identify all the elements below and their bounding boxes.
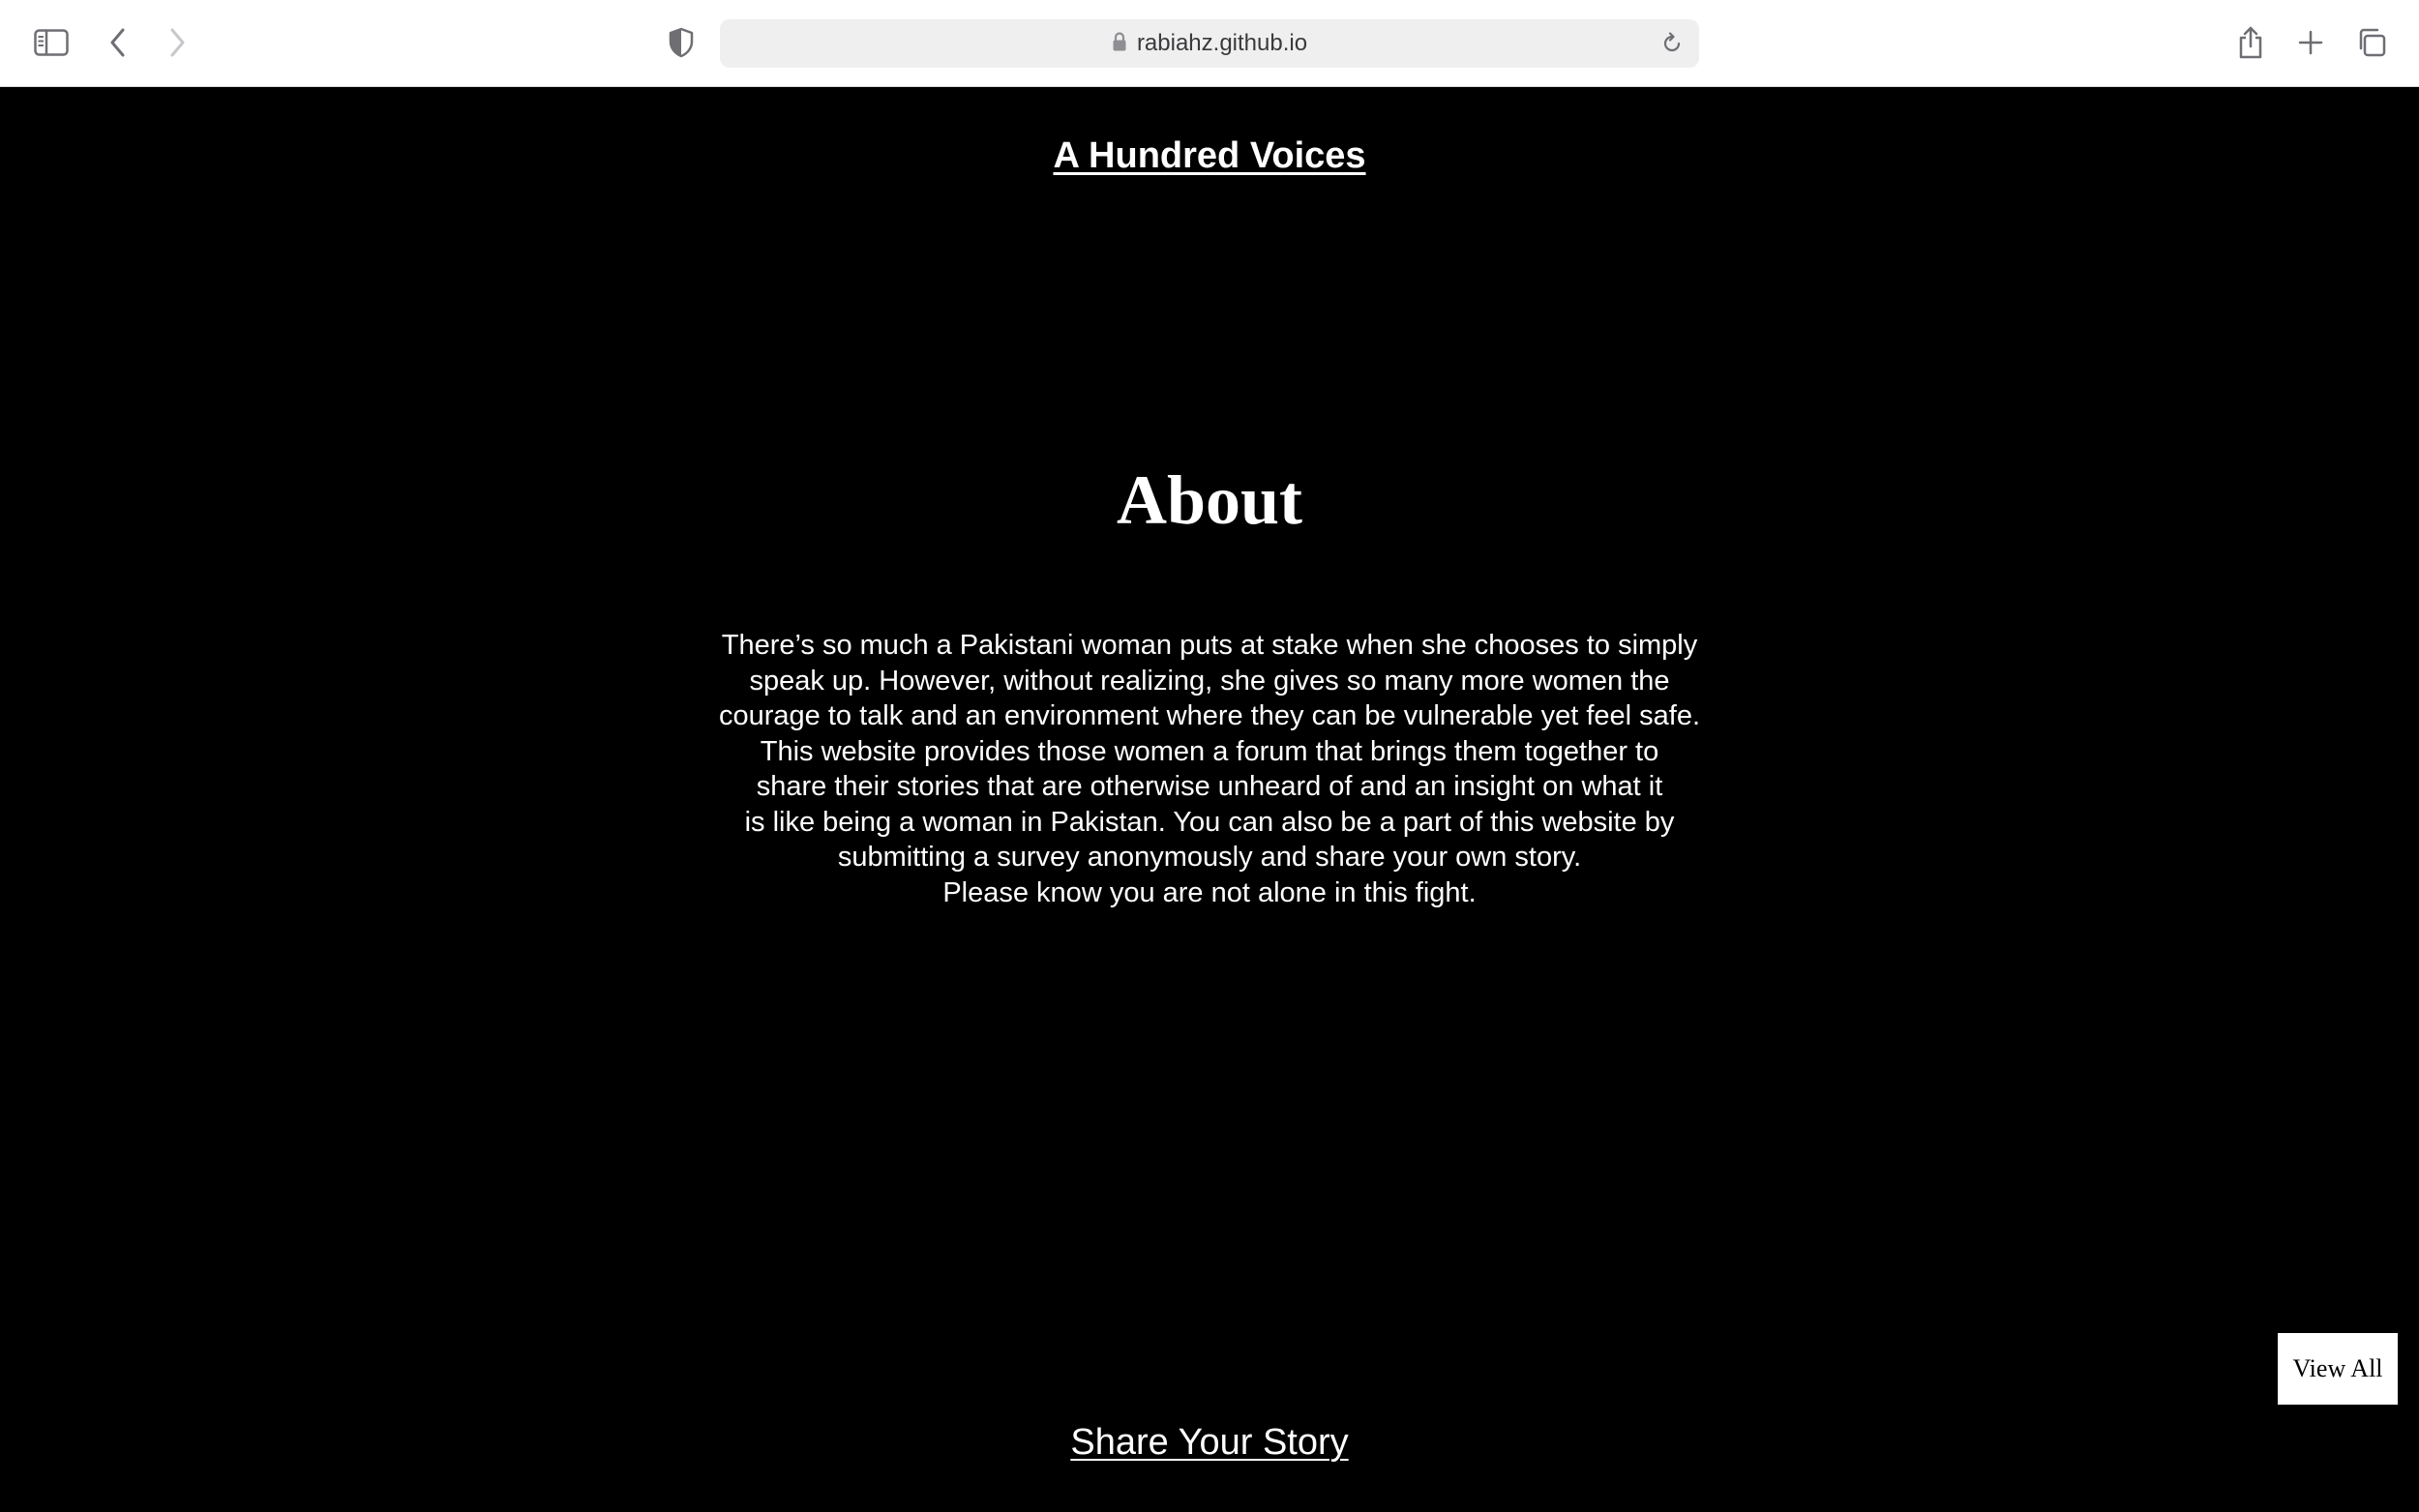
share-icon[interactable] xyxy=(2224,15,2278,70)
site-title xyxy=(0,132,2419,180)
address-bar[interactable] xyxy=(720,19,1699,68)
tabs-overview-icon[interactable] xyxy=(2344,15,2399,70)
site-title-link[interactable]: A Hundred Voices xyxy=(1053,135,1366,176)
page-content xyxy=(0,88,2419,1512)
lock-icon xyxy=(1112,31,1127,57)
url-text: rabiahz.github.io xyxy=(1136,30,1308,56)
shield-icon[interactable] xyxy=(654,15,708,70)
chevron-left-icon[interactable] xyxy=(91,15,145,70)
about-line: courage to talk and an environment where they can be vulnerable yet feel safe. xyxy=(718,700,1701,731)
about-heading: About xyxy=(1116,461,1303,539)
share-story-section xyxy=(0,1418,2419,1467)
about-line: There’s so much a Pakistani woman puts at stake when she chooses to simply xyxy=(721,630,1698,661)
about-line: This website provides those women a forum that brings them together to xyxy=(760,735,1659,767)
chevron-right-icon[interactable] xyxy=(150,15,204,70)
about-line: submitting a survey anonymously and share your own story. xyxy=(837,842,1582,873)
share-your-story-link[interactable]: Share Your Story xyxy=(1070,1422,1349,1463)
browser-toolbar xyxy=(0,0,2419,87)
about-line: is like being a woman in Pakistan. You can also be a part of this website by xyxy=(744,806,1675,838)
view-all-button[interactable]: View All xyxy=(2278,1333,2398,1405)
about-paragraph xyxy=(677,628,1742,910)
about-line: speak up. However, without realizing, she gives so many more women the xyxy=(749,665,1670,697)
plus-icon[interactable] xyxy=(2284,15,2338,70)
reload-icon[interactable] xyxy=(1653,24,1691,63)
about-line: Please know you are not alone in this fight. xyxy=(942,876,1477,908)
about-line: share their stories that are otherwise unheard of and an insight on what it xyxy=(756,771,1663,802)
sidebar-icon[interactable] xyxy=(24,15,78,70)
